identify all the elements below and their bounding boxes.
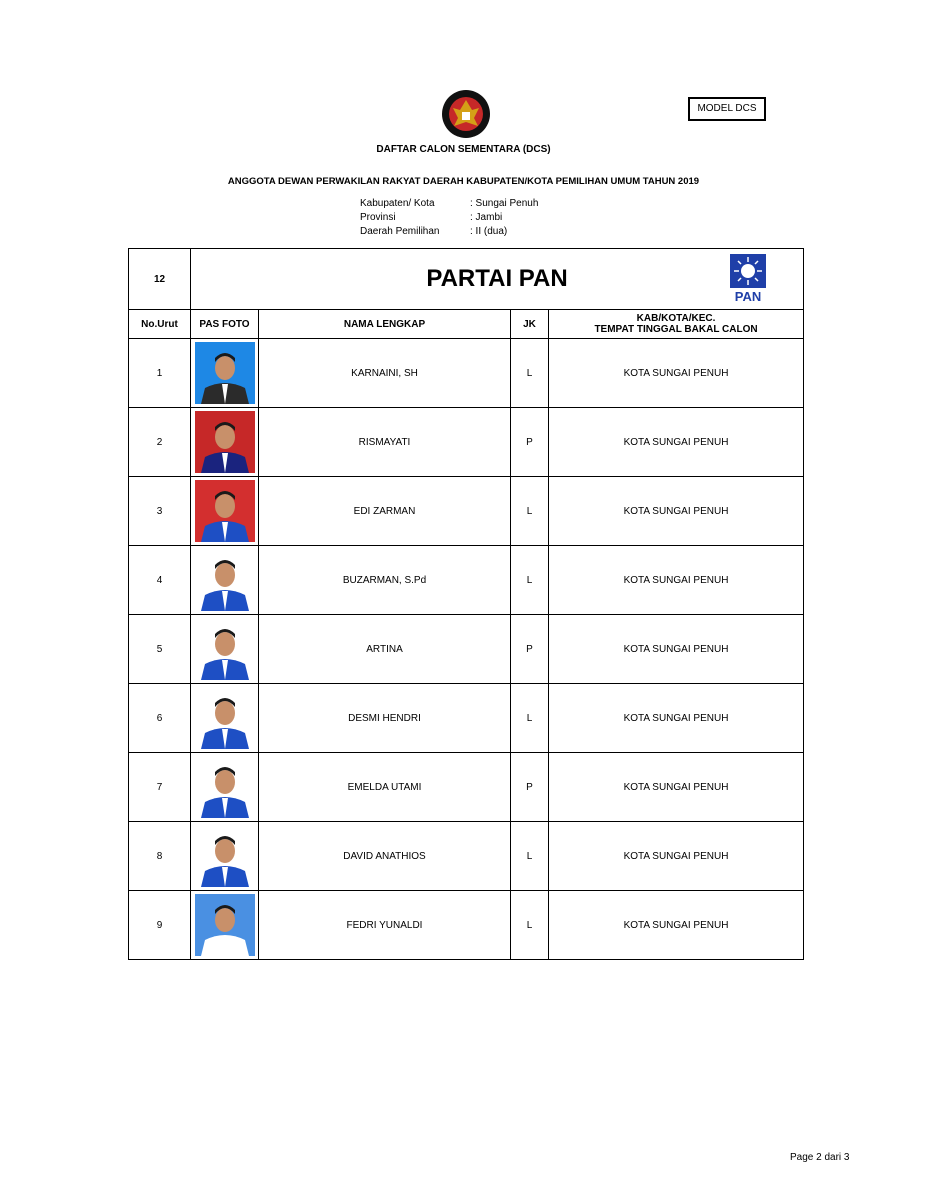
col-jk: JK [511, 310, 549, 339]
party-number: 12 [129, 249, 191, 310]
candidate-photo [195, 894, 255, 956]
candidate-no: 1 [129, 339, 191, 408]
col-no: No.Urut [129, 310, 191, 339]
candidate-rows [129, 339, 804, 960]
candidate-no: 9 [129, 891, 191, 960]
candidate-photo-cell [191, 822, 259, 891]
candidate-name: RISMAYATI [259, 408, 511, 477]
candidate-jk: P [511, 753, 549, 822]
table-row [129, 477, 804, 546]
candidate-jk: L [511, 822, 549, 891]
candidate-residence: KOTA SUNGAI PENUH [549, 684, 804, 753]
meta-label: Daerah Pemilihan [360, 226, 440, 237]
candidate-no: 6 [129, 684, 191, 753]
candidate-photo-cell [191, 339, 259, 408]
meta-row-provinsi [360, 212, 538, 226]
meta-label: Kabupaten/ Kota [360, 198, 435, 209]
table-row [129, 408, 804, 477]
col-residence-line1: KAB/KOTA/KEC. [636, 313, 716, 324]
candidate-no: 2 [129, 408, 191, 477]
candidate-no: 4 [129, 546, 191, 615]
table-row [129, 891, 804, 960]
document-subtitle: ANGGOTA DEWAN PERWAKILAN RAKYAT DAERAH KABUPATEN/KOTA PEMILIHAN UMUM TAHUN 2019 [227, 176, 700, 187]
candidate-table [128, 248, 804, 960]
candidate-name: ARTINA [259, 615, 511, 684]
candidate-name: DESMI HENDRI [259, 684, 511, 753]
document-title: DAFTAR CALON SEMENTARA (DCS) [376, 144, 551, 155]
candidate-photo [195, 342, 255, 404]
candidate-residence: KOTA SUNGAI PENUH [549, 822, 804, 891]
candidate-photo-cell [191, 684, 259, 753]
candidate-residence: KOTA SUNGAI PENUH [549, 408, 804, 477]
candidate-residence: KOTA SUNGAI PENUH [549, 753, 804, 822]
table-row [129, 615, 804, 684]
candidate-jk: P [511, 615, 549, 684]
meta-value: : Sungai Penuh [470, 198, 539, 209]
candidate-name: DAVID ANATHIOS [259, 822, 511, 891]
candidate-name: EMELDA UTAMI [259, 753, 511, 822]
candidate-jk: L [511, 546, 549, 615]
column-header-row [129, 310, 804, 339]
candidate-jk: L [511, 477, 549, 546]
table-row [129, 684, 804, 753]
candidate-residence: KOTA SUNGAI PENUH [549, 477, 804, 546]
region-info [360, 198, 538, 240]
candidate-photo-cell [191, 546, 259, 615]
col-name: NAMA LENGKAP [259, 310, 511, 339]
candidate-name: EDI ZARMAN [259, 477, 511, 546]
candidate-jk: L [511, 891, 549, 960]
table-row [129, 822, 804, 891]
meta-value: : Jambi [470, 212, 503, 223]
candidate-photo [195, 687, 255, 749]
pan-logo-text: PAN [734, 289, 762, 304]
candidate-photo [195, 825, 255, 887]
col-residence-line2: TEMPAT TINGGAL BAKAL CALON [594, 324, 758, 335]
col-residence [549, 310, 804, 339]
model-label: MODEL DCS [688, 97, 766, 121]
table-row [129, 546, 804, 615]
candidate-name: FEDRI YUNALDI [259, 891, 511, 960]
candidate-name: KARNAINI, SH [259, 339, 511, 408]
candidate-no: 3 [129, 477, 191, 546]
party-name: PARTAI PAN [426, 265, 568, 292]
candidate-jk: L [511, 684, 549, 753]
pan-logo [729, 253, 767, 305]
candidate-no: 7 [129, 753, 191, 822]
candidate-name: BUZARMAN, S.Pd [259, 546, 511, 615]
meta-row-dapil [360, 226, 538, 240]
party-header-row [129, 249, 804, 310]
candidate-no: 8 [129, 822, 191, 891]
meta-row-kabupaten [360, 198, 538, 212]
candidate-photo [195, 756, 255, 818]
candidate-residence: KOTA SUNGAI PENUH [549, 546, 804, 615]
candidate-photo-cell [191, 891, 259, 960]
meta-label: Provinsi [360, 212, 396, 223]
candidate-photo-cell [191, 477, 259, 546]
candidate-photo [195, 411, 255, 473]
candidate-residence: KOTA SUNGAI PENUH [549, 615, 804, 684]
candidate-photo [195, 480, 255, 542]
candidate-residence: KOTA SUNGAI PENUH [549, 339, 804, 408]
candidate-photo-cell [191, 615, 259, 684]
candidate-photo-cell [191, 753, 259, 822]
candidate-no: 5 [129, 615, 191, 684]
table-row [129, 753, 804, 822]
candidate-jk: L [511, 339, 549, 408]
candidate-residence: KOTA SUNGAI PENUH [549, 891, 804, 960]
candidate-jk: P [511, 408, 549, 477]
table-row [129, 339, 804, 408]
meta-value: : II (dua) [470, 226, 508, 237]
kpu-logo [441, 88, 491, 140]
candidate-photo-cell [191, 408, 259, 477]
col-photo: PAS FOTO [191, 310, 259, 339]
page-number: Page 2 dari 3 [790, 1152, 850, 1163]
candidate-photo [195, 549, 255, 611]
candidate-photo [195, 618, 255, 680]
party-header [191, 249, 804, 310]
